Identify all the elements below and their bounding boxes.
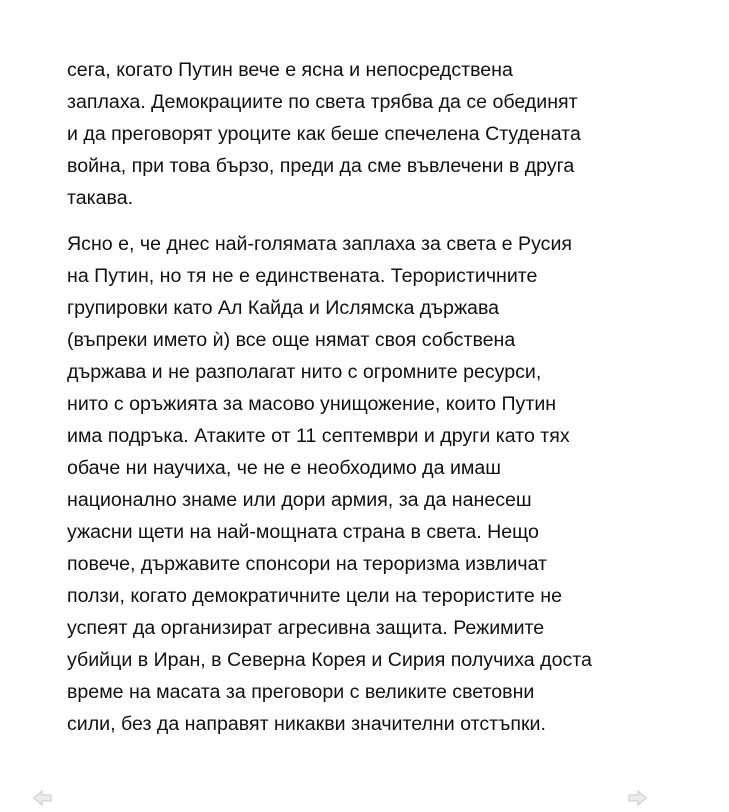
- text-line: сега, когато Путин вече е ясна и непосредствена: [67, 59, 513, 81]
- text-line: национално знаме или дори армия, за да нанесеш: [67, 489, 532, 511]
- paragraph-2: [67, 228, 627, 740]
- text-line: обаче ни научиха, че не е необходимо да имаш: [67, 457, 501, 479]
- text-line: ужасни щети на най-мощната страна в света. Нещо: [67, 521, 539, 543]
- left-arrow-icon: [33, 789, 53, 807]
- paragraph-1: [67, 54, 627, 214]
- text-line: време на масата за преговори с великите световни: [67, 681, 535, 703]
- document-text: [67, 54, 627, 740]
- text-line: (въпреки името ѝ) все още нямат своя собствена: [67, 329, 516, 351]
- text-line: такава.: [67, 187, 134, 209]
- text-line: убийци в Иран, в Северна Корея и Сирия получиха доста: [67, 649, 592, 671]
- text-line: групировки като Ал Кайда и Ислямска държава: [67, 297, 500, 319]
- right-arrow-icon: [627, 789, 647, 807]
- text-line: нито с оръжията за масово унищожение, които Путин: [67, 393, 557, 415]
- text-line: ползи, когато демократичните цели на терористите не: [67, 585, 562, 607]
- text-line: Ясно е, че днес най-голямата заплаха за света е Русия: [67, 233, 573, 255]
- text-line: и да преговорят уроците как беше спечелена Студената: [67, 123, 581, 145]
- text-line: повече, държавите спонсори на тероризма извличат: [67, 553, 548, 575]
- text-line: държава и не разполагат нито с огромните ресурси,: [67, 361, 542, 383]
- text-line: заплаха. Демокрациите по света трябва да се обединят: [67, 91, 578, 113]
- previous-page-button[interactable]: [33, 789, 53, 807]
- text-line: война, при това бързо, преди да сме въвлечени в друга: [67, 155, 575, 177]
- text-line: успеят да организират агресивна защита. Режимите: [67, 617, 545, 639]
- text-line: има подръка. Атаките от 11 септември и други като тях: [67, 425, 570, 447]
- text-line: на Путин, но тя не е единствената. Терористичните: [67, 265, 538, 287]
- next-page-button[interactable]: [627, 789, 647, 807]
- text-line: сили, без да направят никакви значителни отстъпки.: [67, 713, 546, 735]
